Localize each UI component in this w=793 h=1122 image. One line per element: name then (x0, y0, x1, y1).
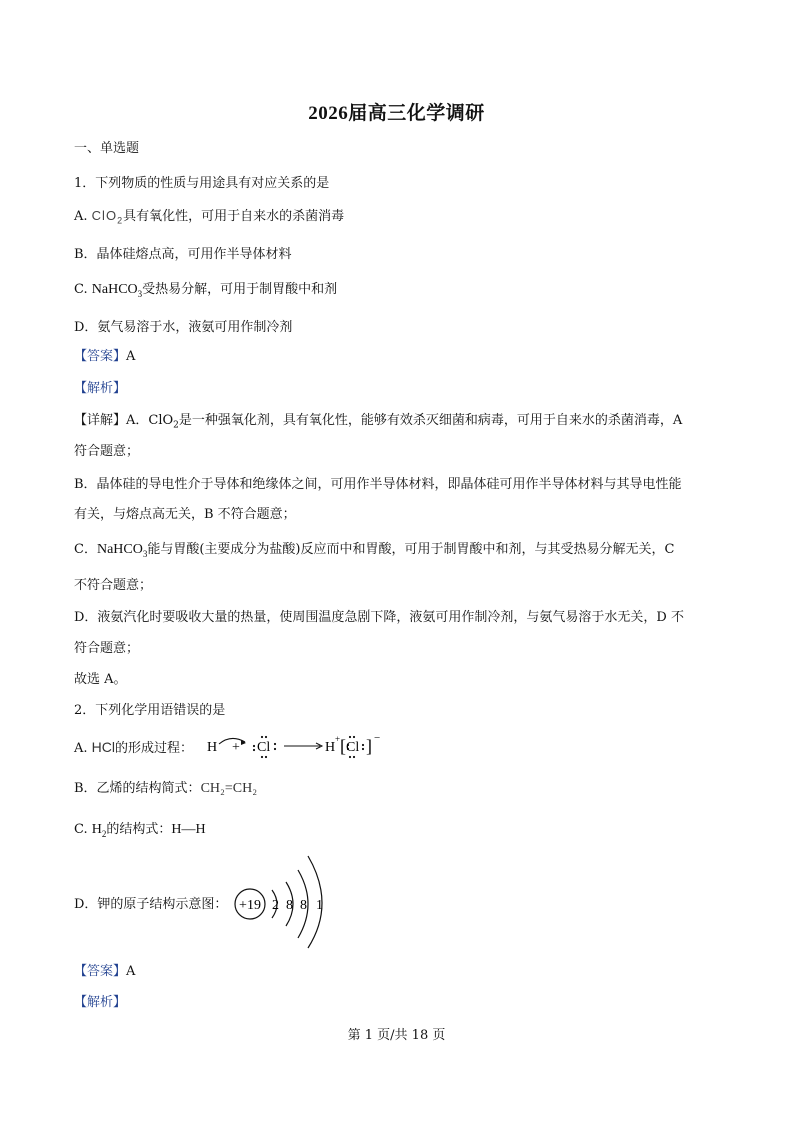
shell-count-2: 8 (286, 898, 293, 913)
formula-text: NaHCO (96, 542, 143, 557)
eq-cl-ion: Cl (346, 740, 360, 755)
q1-detail-a (74, 409, 682, 431)
detail-text: A．ClO (126, 413, 174, 428)
page-title (0, 98, 793, 125)
answer-value: A (126, 964, 136, 979)
q1-detail-c (74, 538, 674, 559)
formula-sub: 2 (173, 420, 179, 431)
formula-text: NaHCO (91, 282, 138, 297)
page-footer: 第 1 页/共 18 页 (347, 1028, 446, 1043)
option-text: 的结构式： (106, 822, 172, 837)
formula-h2 (92, 822, 107, 837)
shell-count-3: 8 (300, 898, 307, 913)
answer-value: A (126, 349, 136, 364)
q1-detail-d-cont: 符合题意； (74, 641, 140, 656)
answer-tag: 【答案】 (74, 349, 127, 364)
q1-option-c (74, 278, 337, 299)
q1-option-d: D．氨气易溶于水，液氨可用作制冷剂 (74, 320, 293, 335)
chloride-ion-diagram (346, 730, 390, 766)
detail-text: C． (74, 542, 97, 557)
q2-analysis-tag (74, 991, 126, 1010)
q2-option-d: D．钾的原子结构示意图： (74, 897, 228, 912)
structural-formula-h2: H—H (171, 822, 206, 837)
eq-h: H (207, 740, 218, 755)
formula-hcl: HCl (91, 739, 116, 755)
formula-clo2 (91, 208, 124, 226)
q1-detail-d: D．液氨汽化时要吸收大量的热量，使周围温度急剧下降，液氨可用作制冷剂，与氨气易溶于水无关，D 不 (74, 610, 684, 625)
option-text: 具有氧化性，可用于自来水的杀菌消毒 (123, 209, 345, 224)
q2-answer (74, 960, 135, 979)
option-text: B．乙烯的结构简式： (74, 781, 201, 796)
eq-hplus-sup: + (335, 734, 341, 744)
title-text: 届高三化学调研 (348, 102, 485, 124)
q1-stem: 1．下列物质的性质与用途具有对应关系的是 (74, 176, 330, 191)
q1-option-a (74, 205, 344, 226)
formula-ethene: CH₂=CH₂ (200, 781, 258, 796)
eq-plus: + (232, 740, 240, 755)
option-text: 的形成过程： (115, 741, 194, 756)
eq-hplus: H (325, 740, 336, 755)
q1-option-b: B．晶体硅熔点高，可用作半导体材料 (74, 247, 292, 262)
q1-answer (74, 345, 135, 364)
eq-cl: Cl (257, 740, 271, 755)
formula-text: ClO (91, 208, 118, 223)
formula-nahco3 (92, 282, 142, 297)
formula-sub: 2 (117, 215, 124, 226)
q2-option-c (74, 818, 206, 839)
shell-count-4: 1 (316, 898, 323, 913)
option-label: A. (74, 209, 88, 224)
q1-detail-b: B．晶体硅的导电性介于导体和绝缘体之间，可用作半导体材料，即晶体硅可用作半导体材料与其导电性能 (74, 477, 682, 492)
detail-text: 是一种强氧化剂，具有氧化性，能够有效杀灭细菌和病毒，可用于自来水的杀菌消毒，A (178, 413, 683, 428)
option-label: C. (74, 822, 88, 837)
q2-stem: 2．下列化学用语错误的是 (74, 703, 226, 718)
q1-analysis-tag (74, 377, 126, 396)
potassium-atom-diagram (232, 852, 332, 952)
bracket-left: [ (340, 736, 346, 756)
bracket-right: ] (366, 736, 372, 756)
formula-text: H (91, 822, 102, 837)
eq-minus: − (374, 732, 381, 744)
option-label: C. (74, 282, 88, 297)
option-label: A. (74, 741, 88, 756)
q1-conclusion: 故选 A。 (74, 672, 127, 687)
detail-text: 能与胃酸(主要成分为盐酸)反应而中和胃酸，可用于制胃酸中和剂，与其受热易分解无关，C (147, 542, 675, 557)
title-year: 2026 (308, 103, 349, 124)
detail-tag: 【详解】 (74, 413, 127, 428)
analysis-tag: 【解析】 (74, 995, 127, 1010)
q1-detail-c-cont: 不符合题意； (74, 578, 153, 593)
analysis-tag: 【解析】 (74, 381, 127, 396)
formula-nahco3 (97, 542, 147, 557)
q1-detail-a-cont: 符合题意； (74, 444, 140, 459)
answer-tag: 【答案】 (74, 964, 127, 979)
hcl-formation-diagram (205, 730, 365, 766)
shell-count-1: 2 (272, 898, 279, 913)
q2-option-a (74, 737, 193, 756)
q1-detail-b-cont: 有关，与熔点高无关，B 不符合题意； (74, 507, 296, 522)
formula-sub: 3 (137, 288, 143, 299)
q2-option-b (74, 777, 257, 797)
option-text: 受热易分解，可用于制胃酸中和剂 (142, 282, 338, 297)
section-heading: 一、单选题 (74, 141, 140, 156)
nucleus-charge: +19 (239, 898, 261, 913)
formula-sub: 3 (142, 548, 148, 559)
formula-sub: 2 (101, 828, 107, 839)
